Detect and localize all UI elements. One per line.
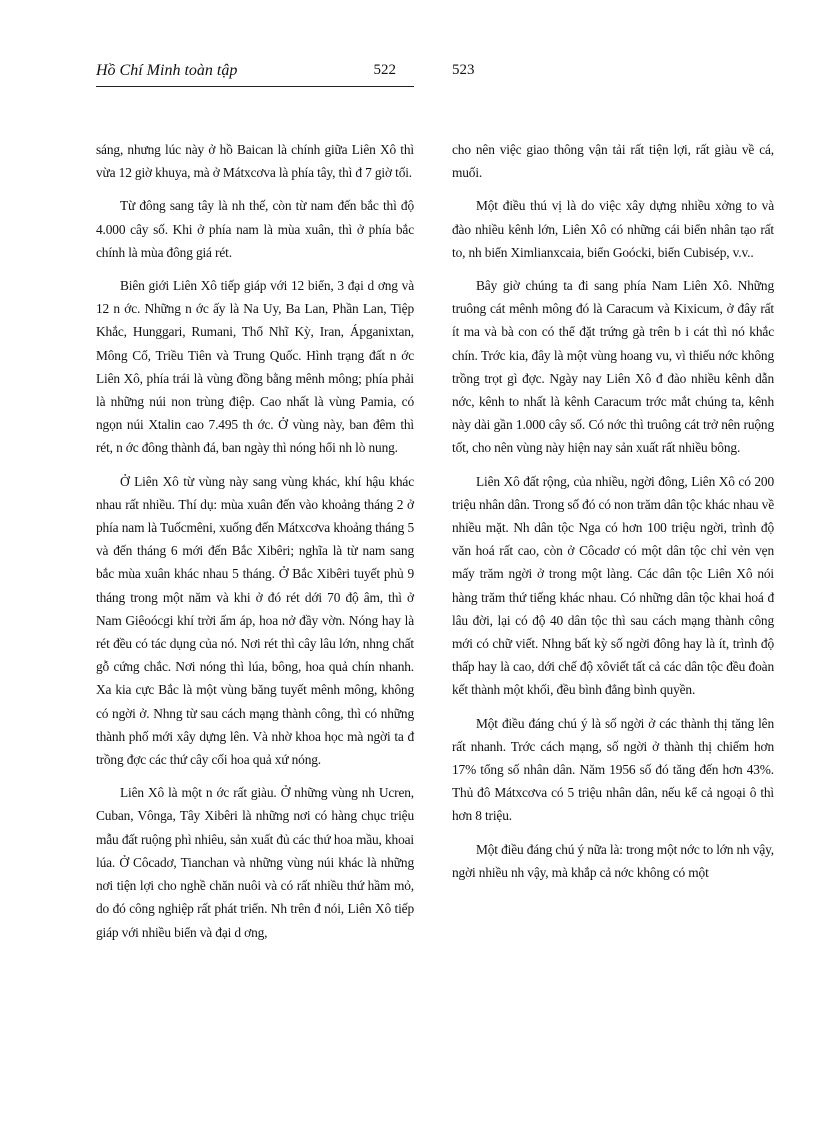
paragraph: Biên giới Liên Xô tiếp giáp với 12 biển, 3 đại d ơng và 12 n ớc. Những n ớc ấy là Na Uy, Ba Lan, Phần Lan, Tiệp Khắc, Hunggari, Rumani, Thổ Nhĩ Kỳ, Iran, Ápganixtan, Mông Cổ, Triều Tiên và Trung Quốc. Hình trạng đất n ớc Liên Xô, phía trái là vùng đồng bằng mênh mông; phía phải là những núi non trùng điệp. Cao nhất là vùng Pamia, có ngọn núi Xtalin cao 7.495 th ớc. Ở vùng này, ban đêm thì rét, n ớc đông thành đá, ban ngày thì nóng hổi nh lò nung. (96, 278, 414, 456)
right-page-header (444, 56, 774, 86)
left-page-number: 522 (373, 62, 396, 78)
paragraph: Bây giờ chúng ta đi sang phía Nam Liên Xô. Những truông cát mênh mông đó là Caracum và Kixicum, ở đây rất ít ma và bà con có thể đặt trứng gà trên b i cát thì nó khắc chín. Trớc kia, đây là một vùng hoang vu, vì thiếu nớc không trồng trọt gì đợc. Ngày nay Liên Xô đ đào nhiều kênh dẫn nớc, kênh to nhất là kênh Caracum trớc mắt chúng ta, kênh này dài gần 1.000 cây số. Có nớc thì truông cát trở nên ruộng tốt, cho nên vùng này hiện nay sản xuất rất nhiều bông. (452, 278, 774, 456)
right-page-number: 523 (452, 62, 475, 78)
paragraph: Liên Xô đất rộng, của nhiều, ngời đông, Liên Xô có 200 triệu nhân dân. Trong số đó có non trăm dân tộc khác nhau về nhiều mặt. Nh dân tộc Nga có hơn 100 triệu ngời, trình độ văn hoá rất cao, còn ở Côcadơ có một dân tộc chỉ vẻn vẹn mấy trăm ngời ở trong một làng. Các dân tộc Liên Xô nói hàng trăm thứ tiếng khác nhau. Có những dân tộc khai hoá đ lâu đời, lại có độ 40 dân tộc thì sau cách mạng thành công mới có chữ viết. Nhng bất kỳ số ngời đông hay là ít, trình độ thấp hay là cao, dới chế độ xôviết tất cả các dân tộc đều đoàn kết thành một khối, đều bình đẳng bình quyền. (452, 473, 774, 698)
paragraph: Một điều đáng chú ý nữa là: trong một nớc to lớn nh vậy, ngời nhiều nh vậy, mà khắp cả nớc không có một (452, 841, 774, 880)
paragraph: Ở Liên Xô từ vùng này sang vùng khác, khí hậu khác nhau rất nhiều. Thí dụ: mùa xuân đến vào khoảng tháng 2 ở phía nam là Tuốcmêni, xuống đến Mátxcơva khoảng tháng 5 và đến tháng 6 mới đến Bắc Xibêri; nghĩa là từ nam sang bắc mùa xuân khác nhau 5 tháng. Ở Bắc Xibêri tuyết phủ 9 tháng trong một năm và khi ở đó rét dới 70 độ âm, thì ở Nam Giêoócgi khí trời ấm áp, hoa nở đầy vờn. Nóng hay là rét đều có tác dụng của nó. Nơi rét thì cây lâu lớn, nhng chất gỗ cứng chắc. Nơi nóng thì lúa, bông, hoa quả chín nhanh. Xa kia cực Bắc là một vùng băng tuyết mênh mông, không có ngời ở. Nhng từ sau cách mạng thành công, thì có những thành phố mới xây dựng lên. Và nhờ khoa học mà ngời ta đ trồng đợc các thứ cây cối hoa quả xứ nóng. (96, 473, 414, 768)
paragraph: Một điều thú vị là do việc xây dựng nhiều xởng to và đào nhiều kênh lớn, Liên Xô có những cái biển nhân tạo rất to, nh biển Ximlianxcaia, biển Goócki, biển Cubisép, v.v.. (452, 198, 774, 260)
right-column (452, 138, 774, 894)
left-column (96, 138, 414, 954)
paragraph: cho nên việc giao thông vận tải rất tiện lợi, rất giàu về cá, muối. (452, 142, 774, 181)
book-title: Hồ Chí Minh toàn tập (96, 62, 238, 79)
paragraph: sáng, nhưng lúc này ở hồ Baican là chính giữa Liên Xô thì vừa 12 giờ khuya, mà ở Mátxcơva là phía tây, thì đ 7 giờ tối. (96, 142, 414, 181)
paragraph: Liên Xô là một n ớc rất giàu. Ở những vùng nh Ucren, Cuban, Vônga, Tây Xibêri là những nơi có hàng chục triệu mẫu đất ruộng phì nhiêu, sản xuất đủ các thứ hoa mầu, khoai lúa. Ở Côcadơ, Tianchan và những vùng núi khác là những nơi tiện lợi cho nghề chăn nuôi và có rất nhiều thứ hầm mỏ, do đó công nghiệp rất phát triển. Nh trên đ nói, Liên Xô tiếp giáp với nhiều biển và đại d ơng, (96, 785, 414, 940)
paragraph: Một điều đáng chú ý là số ngời ở các thành thị tăng lên rất nhanh. Trớc cách mạng, số ngời ở thành thị chiếm hơn 17% tổng số nhân dân. Năm 1956 số đó tăng đến hơn 43%. Thủ đô Mátxcơva có 5 triệu nhân dân, nếu kể cả ngoại ô thì hơn 8 triệu. (452, 715, 774, 824)
left-page-header (96, 56, 414, 87)
paragraph: Từ đông sang tây là nh thế, còn từ nam đến bắc thì độ 4.000 cây số. Khi ở phía nam là mùa xuân, thì ở phía bắc chính là mùa đông giá rét. (96, 198, 414, 260)
